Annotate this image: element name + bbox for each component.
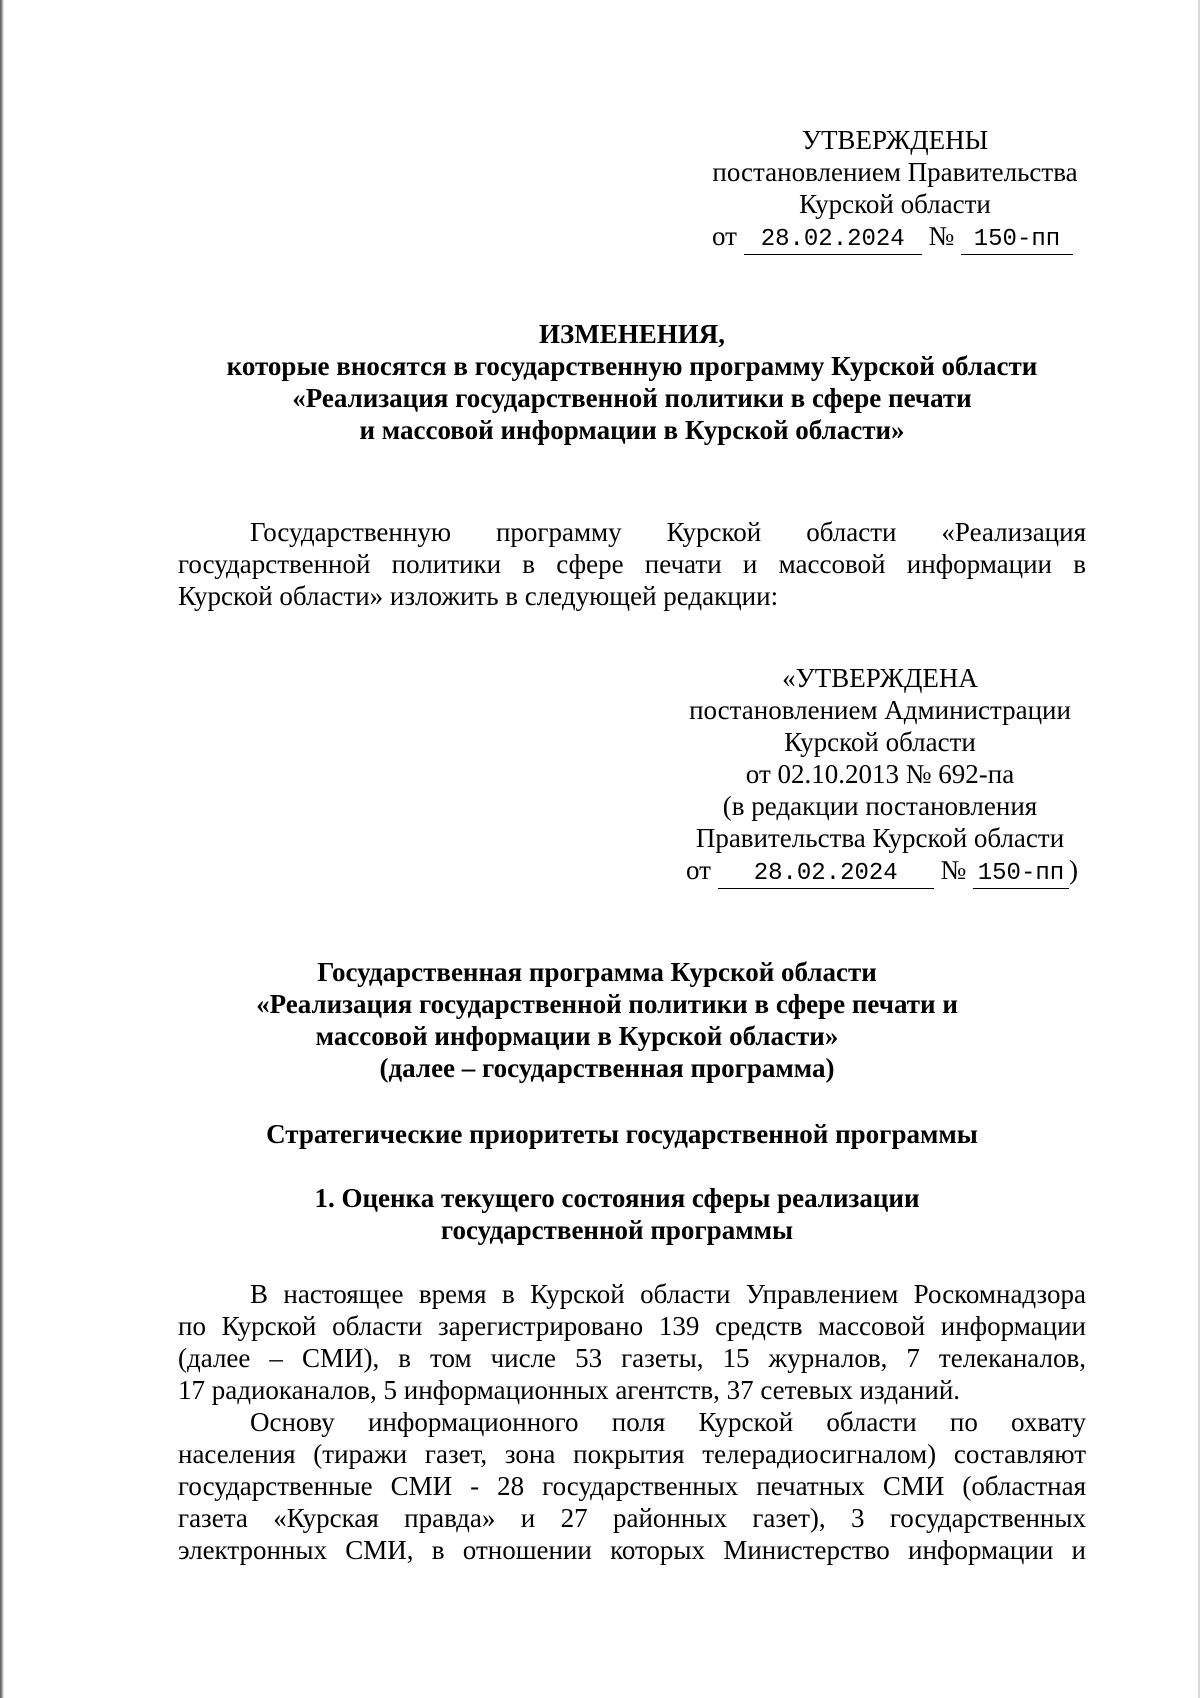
- approval-number: 150-пп: [961, 226, 1073, 255]
- intro-line1: Государственную программу Курской области «Реализация: [250, 517, 1086, 547]
- section-strategic-text: Стратегические приоритеты государственной программы: [266, 1119, 978, 1149]
- section-1-heading: [178, 1182, 1086, 1246]
- number-prefix: №: [928, 221, 955, 251]
- intro-paragraph: [178, 516, 1086, 612]
- p2-line2: населения (тиражи газет, зона покрытия телерадиосигналом) составляют: [178, 1439, 1086, 1469]
- approved-program-header: [670, 662, 1090, 889]
- p2-line1: Основу информационного поля Курской области по охвату: [250, 1407, 1086, 1437]
- revision-number: 150-пп: [973, 860, 1069, 889]
- section-1-line2: государственной программы: [440, 1215, 794, 1245]
- approved-program-line6: Правительства Курской области: [695, 823, 1065, 853]
- approved-program-line2: постановлением Администрации: [689, 695, 1071, 725]
- approved-header-title: УТВЕРЖДЕНЫ: [801, 125, 989, 155]
- p2-line3: государственные СМИ - 28 государственных печатных СМИ (областная: [178, 1471, 1086, 1501]
- section-1-line1: 1. Оценка текущего состояния сферы реализации: [314, 1183, 920, 1213]
- approved-header-line3: Курской области: [799, 189, 991, 219]
- changes-title: [178, 318, 1086, 446]
- approved-program-line5: (в редакции постановления: [722, 791, 1038, 821]
- number-prefix: №: [940, 855, 967, 885]
- changes-title-line3: «Реализация государственной политики в сфере печати: [292, 383, 972, 413]
- date-prefix: от: [686, 855, 711, 885]
- p2-line4: газета «Курская правда» и 27 районных газет), 3 государственных: [178, 1503, 1086, 1533]
- approved-header-line2: постановлением Правительства: [712, 157, 1078, 187]
- changes-title-heading: ИЗМЕНЕНИЯ,: [538, 319, 725, 349]
- program-title-line4: (далее – государственная программа): [379, 1053, 835, 1083]
- p1-line2: по Курской области зарегистрировано 139 средств массовой информации: [178, 1311, 1086, 1341]
- p1-line1: В настоящее время в Курской области Управлением Роскомнадзора: [250, 1279, 1086, 1309]
- paragraph-2: [178, 1406, 1086, 1566]
- approved-program-date-line: [670, 854, 1090, 889]
- approved-header-date-line: [700, 220, 1090, 255]
- section-strategic-heading: [178, 1118, 1086, 1150]
- intro-line2: государственной политики в сфере печати и массовой информации в: [178, 549, 1086, 579]
- program-title-line1: Государственная программа Курской области: [317, 957, 877, 987]
- program-title-line3: массовой информации в Курской области»: [315, 1021, 839, 1051]
- approved-program-line4: от 02.10.2013 № 692-па: [745, 759, 1015, 789]
- intro-line3: Курской области» изложить в следующей редакции:: [178, 581, 779, 611]
- paragraph-1: [178, 1278, 1086, 1406]
- date-prefix: от: [712, 221, 737, 251]
- approval-date: 28.02.2024: [744, 226, 922, 255]
- p1-line3: (далее – СМИ), в том числе 53 газеты, 15 журналов, 7 телеканалов,: [178, 1343, 1086, 1373]
- scan-edge: [0, 0, 4, 1698]
- p1-line4: 17 радиоканалов, 5 информационных агентств, 37 сетевых изданий.: [178, 1375, 961, 1405]
- p2-line5: электронных СМИ, в отношении которых Министерство информации и: [178, 1535, 1086, 1565]
- approved-header: [700, 124, 1090, 255]
- program-title-line2: «Реализация государственной политики в сфере печати и: [256, 989, 958, 1019]
- approved-program-line3: Курской области: [784, 727, 976, 757]
- closing-paren: ): [1068, 855, 1078, 885]
- program-title: [178, 956, 1086, 1084]
- approved-program-title: «УТВЕРЖДЕНА: [782, 663, 978, 693]
- changes-title-line4: и массовой информации в Курской области»: [359, 415, 905, 445]
- changes-title-line2: которые вносятся в государственную программу Курской области: [226, 351, 1038, 381]
- revision-date: 28.02.2024: [718, 860, 934, 889]
